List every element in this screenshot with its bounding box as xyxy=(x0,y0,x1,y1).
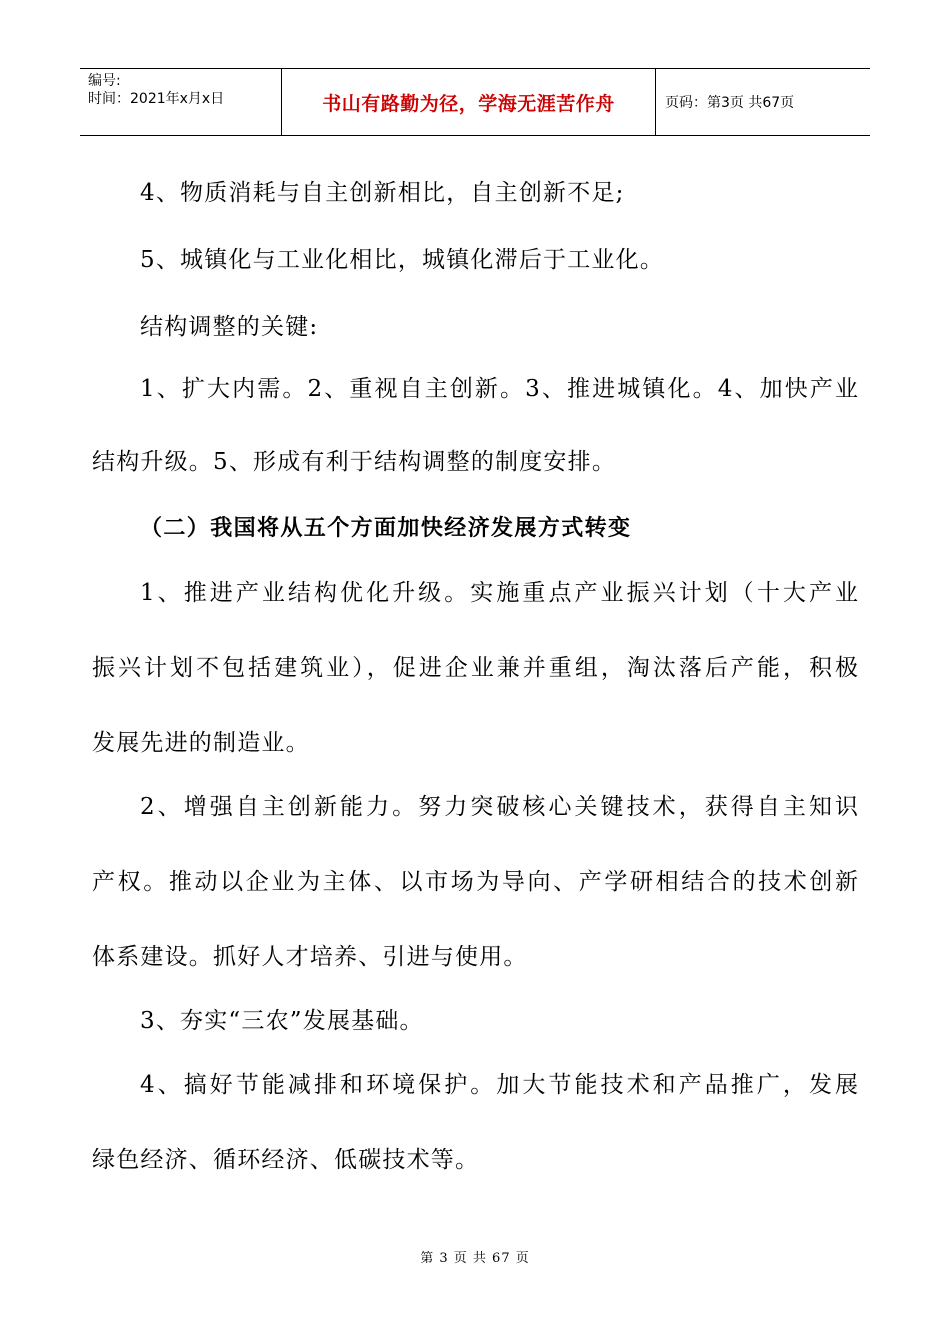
body-line: 4、搞好节能减排和环境保护。加大节能技术和产品推广，发展 xyxy=(140,1072,858,1098)
body-line: 结构升级。5、形成有利于结构调整的制度安排。 xyxy=(92,449,617,475)
body-line: 1、扩大内需。2、重视自主创新。3、推进城镇化。4、加快产业 xyxy=(140,376,858,402)
body-line: 3、夯实“三农”发展基础。 xyxy=(140,1008,424,1034)
document-number-label: 编号: xyxy=(88,73,121,89)
body-line: 1、推进产业结构优化升级。实施重点产业振兴计划（十大产业 xyxy=(140,580,858,606)
header-page-cell xyxy=(656,69,870,135)
header-page-info: 页码：第3页 共67页 xyxy=(665,95,795,111)
section-heading: （二）我国将从五个方面加快经济发展方式转变 xyxy=(140,516,632,541)
page-header xyxy=(80,68,870,136)
document-date: 时间：2021年x月x日 xyxy=(88,91,225,107)
body-line: 绿色经济、循环经济、低碳技术等。 xyxy=(92,1147,480,1173)
header-motto-cell xyxy=(282,69,656,135)
body-line: 2、增强自主创新能力。努力突破核心关键技术，获得自主知识 xyxy=(140,794,858,820)
body-line: 振兴计划不包括建筑业），促进企业兼并重组，淘汰落后产能，积极 xyxy=(92,655,858,681)
body-line: 体系建设。抓好人才培养、引进与使用。 xyxy=(92,944,528,970)
body-line: 产权。推动以企业为主体、以市场为导向、产学研相结合的技术创新 xyxy=(92,869,858,895)
header-meta-cell xyxy=(80,69,282,135)
body-line: 5、城镇化与工业化相比，城镇化滞后于工业化。 xyxy=(140,247,665,273)
page-footer: 第 3 页 共 67 页 xyxy=(420,1251,530,1266)
body-line: 4、物质消耗与自主创新相比，自主创新不足; xyxy=(140,180,625,206)
header-motto: 书山有路勤为径，学海无涯苦作舟 xyxy=(322,92,615,115)
body-line: 结构调整的关键: xyxy=(140,314,319,340)
body-line: 发展先进的制造业。 xyxy=(92,730,310,756)
